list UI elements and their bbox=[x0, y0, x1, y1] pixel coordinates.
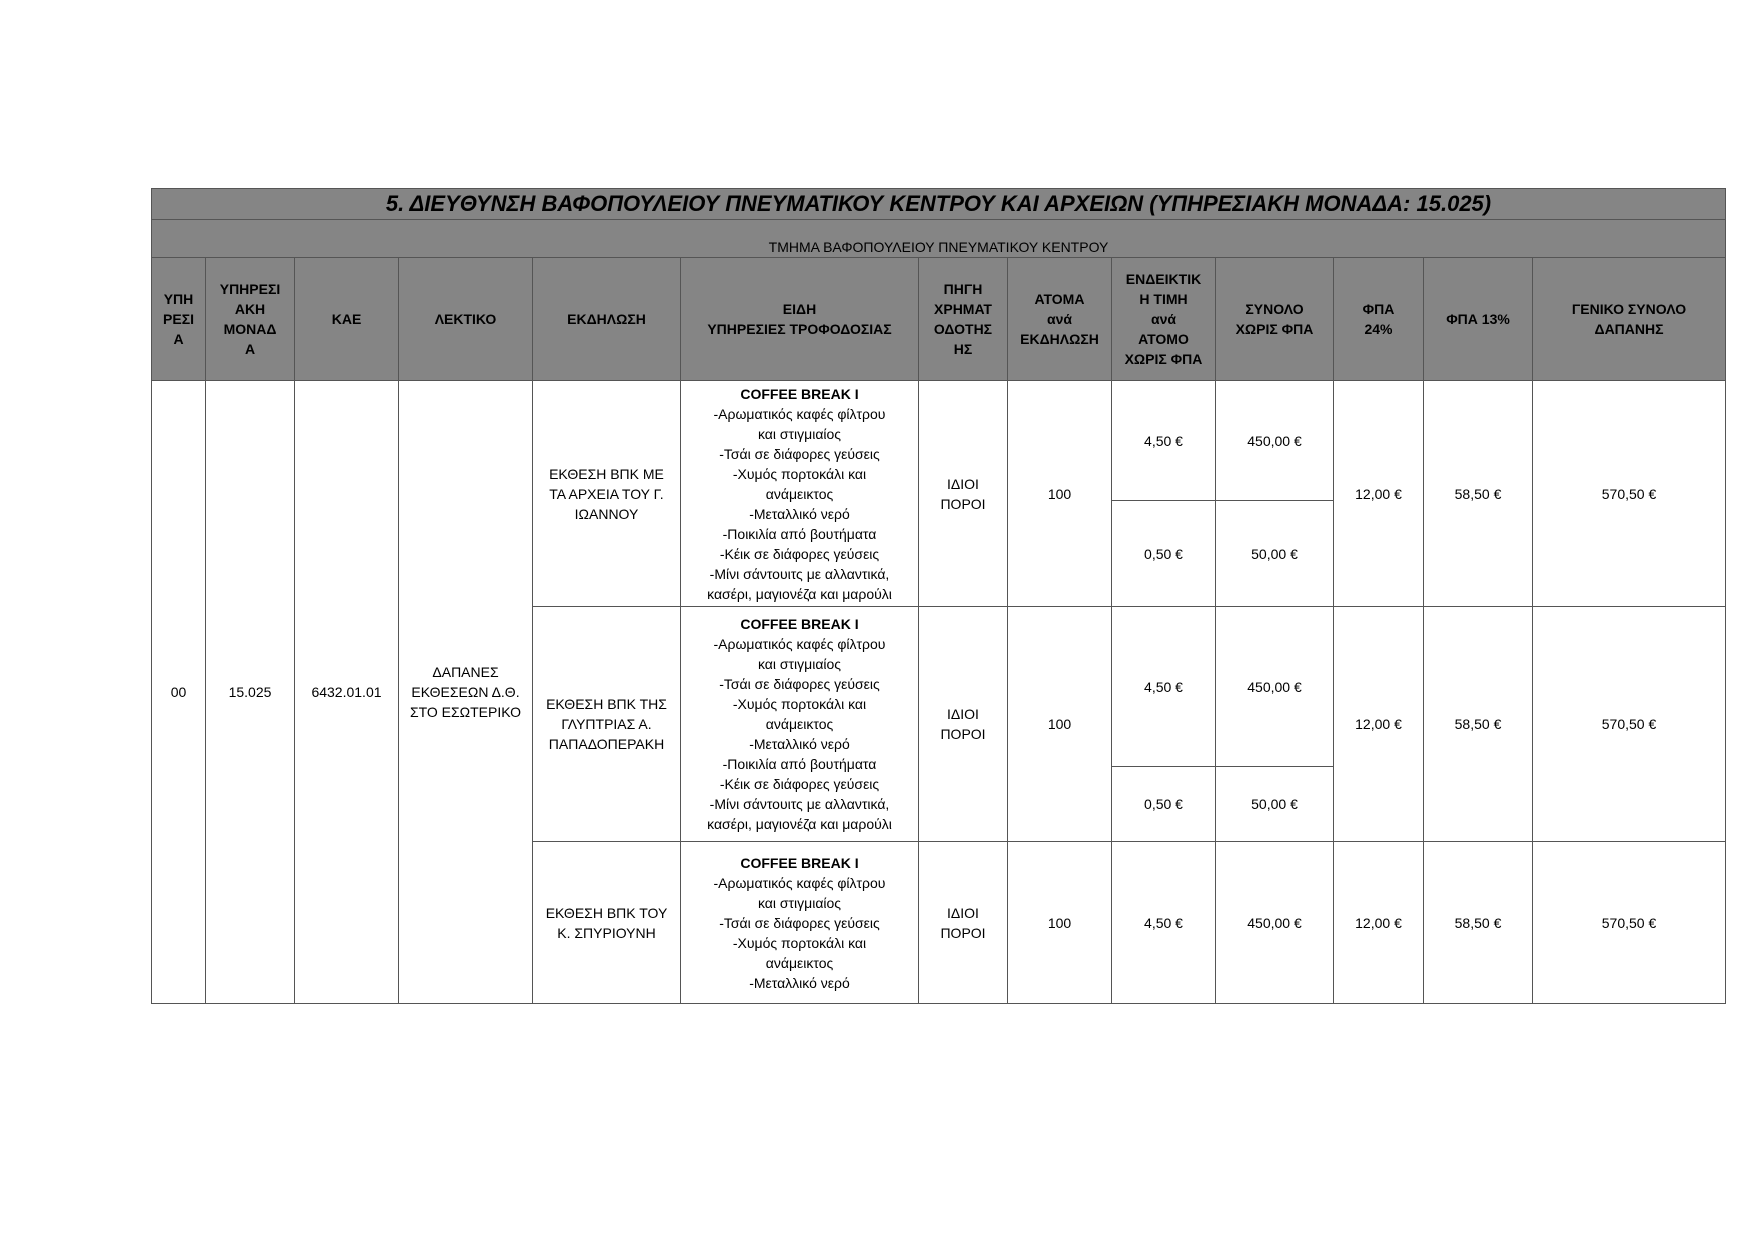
cell-line: ΕΚΘΕΣΗ ΒΠΚ ΜΕ bbox=[549, 465, 664, 482]
geniko-cell: 570,50 € bbox=[1533, 607, 1726, 842]
atoma-cell: 100 bbox=[1008, 842, 1112, 1004]
cell-line: ΛΕΚΤΙΚΟ bbox=[434, 311, 497, 327]
item-line: κασέρι, μαγιονέζα και μαρούλι bbox=[707, 816, 892, 832]
cell-line: ΕΚΔΗΛΩΣΗ bbox=[567, 311, 646, 327]
cell-line: Α bbox=[244, 341, 256, 357]
item-line: -Μεταλλικό νερό bbox=[749, 974, 850, 991]
geniko-cell: 570,50 € bbox=[1533, 842, 1726, 1004]
item-line: -Αρωματικός καφές φίλτρου bbox=[713, 636, 886, 652]
ekdilosi-cell bbox=[533, 607, 681, 842]
cell-line: ΓΕΝΙΚΟ ΣΥΝΟΛΟ bbox=[1571, 301, 1687, 317]
item-line: και στιγμιαίος bbox=[757, 425, 842, 442]
pigi-cell bbox=[919, 381, 1008, 607]
item-line: -Τσάι σε διάφορες γεύσεις bbox=[719, 445, 880, 462]
cell-line: ΕΙΔΗ bbox=[782, 301, 817, 317]
item-line: -Αρωματικός καφές φίλτρου bbox=[713, 405, 886, 422]
cell-line: ΙΔΙΟΙ bbox=[947, 904, 979, 921]
header-geniko bbox=[1533, 258, 1726, 381]
synolo-cell: 450,00 € bbox=[1216, 607, 1334, 767]
cell-line: ΥΠΗΡΕΣΙ bbox=[219, 281, 281, 297]
synolo-cell: 450,00 € bbox=[1216, 381, 1334, 501]
kae-cell: 6432.01.01 bbox=[295, 381, 399, 1004]
cell-line: ΙΩΑΝΝΟΥ bbox=[574, 505, 639, 522]
fpa24-cell: 12,00 € bbox=[1334, 607, 1424, 842]
fpa13-cell: 58,50 € bbox=[1424, 842, 1533, 1004]
cell-line: ανά bbox=[1047, 311, 1072, 327]
cell-line: ΠΟΡΟΙ bbox=[940, 924, 986, 941]
cell-line: ΕΚΘΕΣΗ ΒΠΚ ΤΟΥ bbox=[545, 904, 668, 921]
cell-line: ΕΚΘΕΣΗ ΒΠΚ ΤΗΣ bbox=[546, 696, 667, 712]
header-atoma bbox=[1008, 258, 1112, 381]
cell-line: Κ. ΣΠΥΡΙΟΥΝΗ bbox=[557, 924, 656, 941]
fpa24-cell: 12,00 € bbox=[1334, 381, 1424, 607]
cell-line: ΥΠΗΡΕΣΙΕΣ ΤΡΟΦΟΔΟΣΙΑΣ bbox=[707, 321, 892, 337]
items-title: COFFEE BREAK I bbox=[740, 385, 859, 402]
header-fpa13 bbox=[1424, 258, 1533, 381]
cell-line: ΜΟΝΑΔ bbox=[223, 321, 277, 337]
header-monada bbox=[206, 258, 295, 381]
item-line: -Χυμός πορτοκάλι και bbox=[732, 465, 867, 482]
items-cell bbox=[681, 842, 919, 1004]
item-line: -Μεταλλικό νερό bbox=[749, 505, 850, 522]
header-lektiko bbox=[399, 258, 533, 381]
timi-cell: 4,50 € bbox=[1112, 842, 1216, 1004]
item-line: ανάμεικτος bbox=[765, 485, 834, 502]
header-kae bbox=[295, 258, 399, 381]
pigi-cell bbox=[919, 607, 1008, 842]
item-line: -Κέικ σε διάφορες γεύσεις bbox=[719, 545, 880, 562]
header-eidi bbox=[681, 258, 919, 381]
header-pigi bbox=[919, 258, 1008, 381]
cell-line: Η ΤΙΜΗ bbox=[1139, 291, 1188, 307]
item-line: -Μίνι σάντουιτς με αλλαντικά, bbox=[709, 565, 890, 582]
header-ekdilosi bbox=[533, 258, 681, 381]
cell-line: 24% bbox=[1364, 321, 1393, 337]
cell-line: ΧΩΡΙΣ ΦΠΑ bbox=[1235, 321, 1314, 337]
item-line: -Μεταλλικό νερό bbox=[749, 736, 850, 752]
budget-table bbox=[151, 188, 1726, 1004]
cell-line: ΧΡΗΜΑΤ bbox=[934, 301, 992, 317]
cell-line: ΔΑΠΑΝΕΣ bbox=[432, 664, 499, 680]
synolo-cell: 50,00 € bbox=[1216, 501, 1334, 607]
cell-line: ΤΑ ΑΡΧΕΙΑ ΤΟΥ Γ. bbox=[549, 485, 664, 502]
item-line: και στιγμιαίος bbox=[757, 656, 842, 672]
geniko-cell: 570,50 € bbox=[1533, 381, 1726, 607]
cell-line: ΠΗΓΗ bbox=[943, 281, 983, 297]
fpa13-cell: 58,50 € bbox=[1424, 381, 1533, 607]
item-line: -Χυμός πορτοκάλι και bbox=[732, 934, 867, 951]
item-line: -Κέικ σε διάφορες γεύσεις bbox=[719, 776, 880, 792]
cell-line: ανά bbox=[1151, 311, 1176, 327]
cell-line: ΧΩΡΙΣ ΦΠΑ bbox=[1124, 351, 1203, 367]
item-line: ανάμεικτος bbox=[765, 716, 834, 732]
fpa13-cell: 58,50 € bbox=[1424, 607, 1533, 842]
timi-cell: 4,50 € bbox=[1112, 607, 1216, 767]
table-subtitle: ΤΜΗΜΑ ΒΑΦΟΠΟΥΛΕΙΟΥ ΠΝΕΥΜΑΤΙΚΟΥ ΚΕΝΤΡΟΥ bbox=[152, 220, 1726, 258]
timi-cell: 0,50 € bbox=[1112, 501, 1216, 607]
cell-line: ΚΑΕ bbox=[331, 311, 362, 327]
items-cell bbox=[681, 607, 919, 842]
cell-line: ΦΠΑ bbox=[1362, 301, 1395, 317]
atoma-cell: 100 bbox=[1008, 381, 1112, 607]
item-line: -Ποικιλία από βουτήματα bbox=[722, 756, 877, 772]
header-timi bbox=[1112, 258, 1216, 381]
item-line: -Μίνι σάντουιτς με αλλαντικά, bbox=[709, 796, 890, 812]
synolo-cell: 450,00 € bbox=[1216, 842, 1334, 1004]
header-fpa24 bbox=[1334, 258, 1424, 381]
cell-line: ΣΤΟ ΕΣΩΤΕΡΙΚΟ bbox=[409, 704, 522, 720]
timi-cell: 0,50 € bbox=[1112, 767, 1216, 842]
cell-line: ΕΚΘΕΣΕΩΝ Δ.Θ. bbox=[411, 684, 520, 700]
lektiko-cell bbox=[399, 381, 533, 1004]
ekdilosi-cell bbox=[533, 381, 681, 607]
cell-line: ΑΤΟΜΑ bbox=[1034, 291, 1085, 307]
header-synolo bbox=[1216, 258, 1334, 381]
item-line: ανάμεικτος bbox=[765, 954, 834, 971]
item-line: -Ποικιλία από βουτήματα bbox=[722, 525, 877, 542]
cell-line: ΕΝΔΕΙΚΤΙΚ bbox=[1125, 271, 1202, 287]
cell-line: ΑΚΗ bbox=[234, 301, 266, 317]
cell-line: ΣΥΝΟΛΟ bbox=[1245, 301, 1304, 317]
cell-line: ΠΑΠΑΔΟΠΕΡΑΚΗ bbox=[548, 736, 665, 752]
ekdilosi-cell bbox=[533, 842, 681, 1004]
pigi-cell bbox=[919, 842, 1008, 1004]
table-row bbox=[152, 381, 1726, 501]
cell-line: ΠΟΡΟΙ bbox=[940, 726, 986, 742]
cell-line: ΦΠΑ 13% bbox=[1446, 311, 1510, 327]
items-title: COFFEE BREAK I bbox=[740, 616, 859, 632]
ypiresia-cell: 00 bbox=[152, 381, 206, 1004]
header-ypiresia bbox=[152, 258, 206, 381]
cell-line: ΙΔΙΟΙ bbox=[947, 706, 979, 722]
atoma-cell: 100 bbox=[1008, 607, 1112, 842]
cell-line: ΙΔΙΟΙ bbox=[947, 475, 979, 492]
cell-line: ΔΑΠΑΝΗΣ bbox=[1594, 321, 1664, 337]
item-line: -Αρωματικός καφές φίλτρου bbox=[713, 874, 886, 891]
cell-line: ΟΔΟΤΗΣ bbox=[933, 321, 993, 337]
cell-line: ΠΟΡΟΙ bbox=[940, 495, 986, 512]
cell-line: Α bbox=[173, 331, 184, 347]
cell-line: ΥΠΗ bbox=[163, 291, 194, 307]
item-line: κασέρι, μαγιονέζα και μαρούλι bbox=[707, 585, 892, 602]
fpa24-cell: 12,00 € bbox=[1334, 842, 1424, 1004]
table-title: 5. ΔΙΕΥΘΥΝΣΗ ΒΑΦΟΠΟΥΛΕΙΟΥ ΠΝΕΥΜΑΤΙΚΟΥ ΚΕΝΤΡΟΥ ΚΑΙ ΑΡΧΕΙΩΝ (ΥΠΗΡΕΣΙΑΚΗ ΜΟΝΑΔΑ: 15.025) bbox=[152, 189, 1726, 220]
item-line: και στιγμιαίος bbox=[757, 894, 842, 911]
synolo-cell: 50,00 € bbox=[1216, 767, 1334, 842]
table-body bbox=[152, 381, 1726, 1004]
cell-line: ΗΣ bbox=[953, 341, 973, 357]
cell-line: ΕΚΔΗΛΩΣΗ bbox=[1020, 331, 1099, 347]
cell-line: ΓΛΥΠΤΡΙΑΣ Α. bbox=[561, 716, 652, 732]
items-cell bbox=[681, 381, 919, 607]
items-title: COFFEE BREAK I bbox=[740, 854, 859, 871]
timi-cell: 4,50 € bbox=[1112, 381, 1216, 501]
cell-line: ΑΤΟΜΟ bbox=[1138, 331, 1189, 347]
item-line: -Τσάι σε διάφορες γεύσεις bbox=[719, 914, 880, 931]
monada-cell: 15.025 bbox=[206, 381, 295, 1004]
cell-line: ΡΕΣΙ bbox=[163, 311, 194, 327]
item-line: -Τσάι σε διάφορες γεύσεις bbox=[719, 676, 880, 692]
item-line: -Χυμός πορτοκάλι και bbox=[732, 696, 867, 712]
